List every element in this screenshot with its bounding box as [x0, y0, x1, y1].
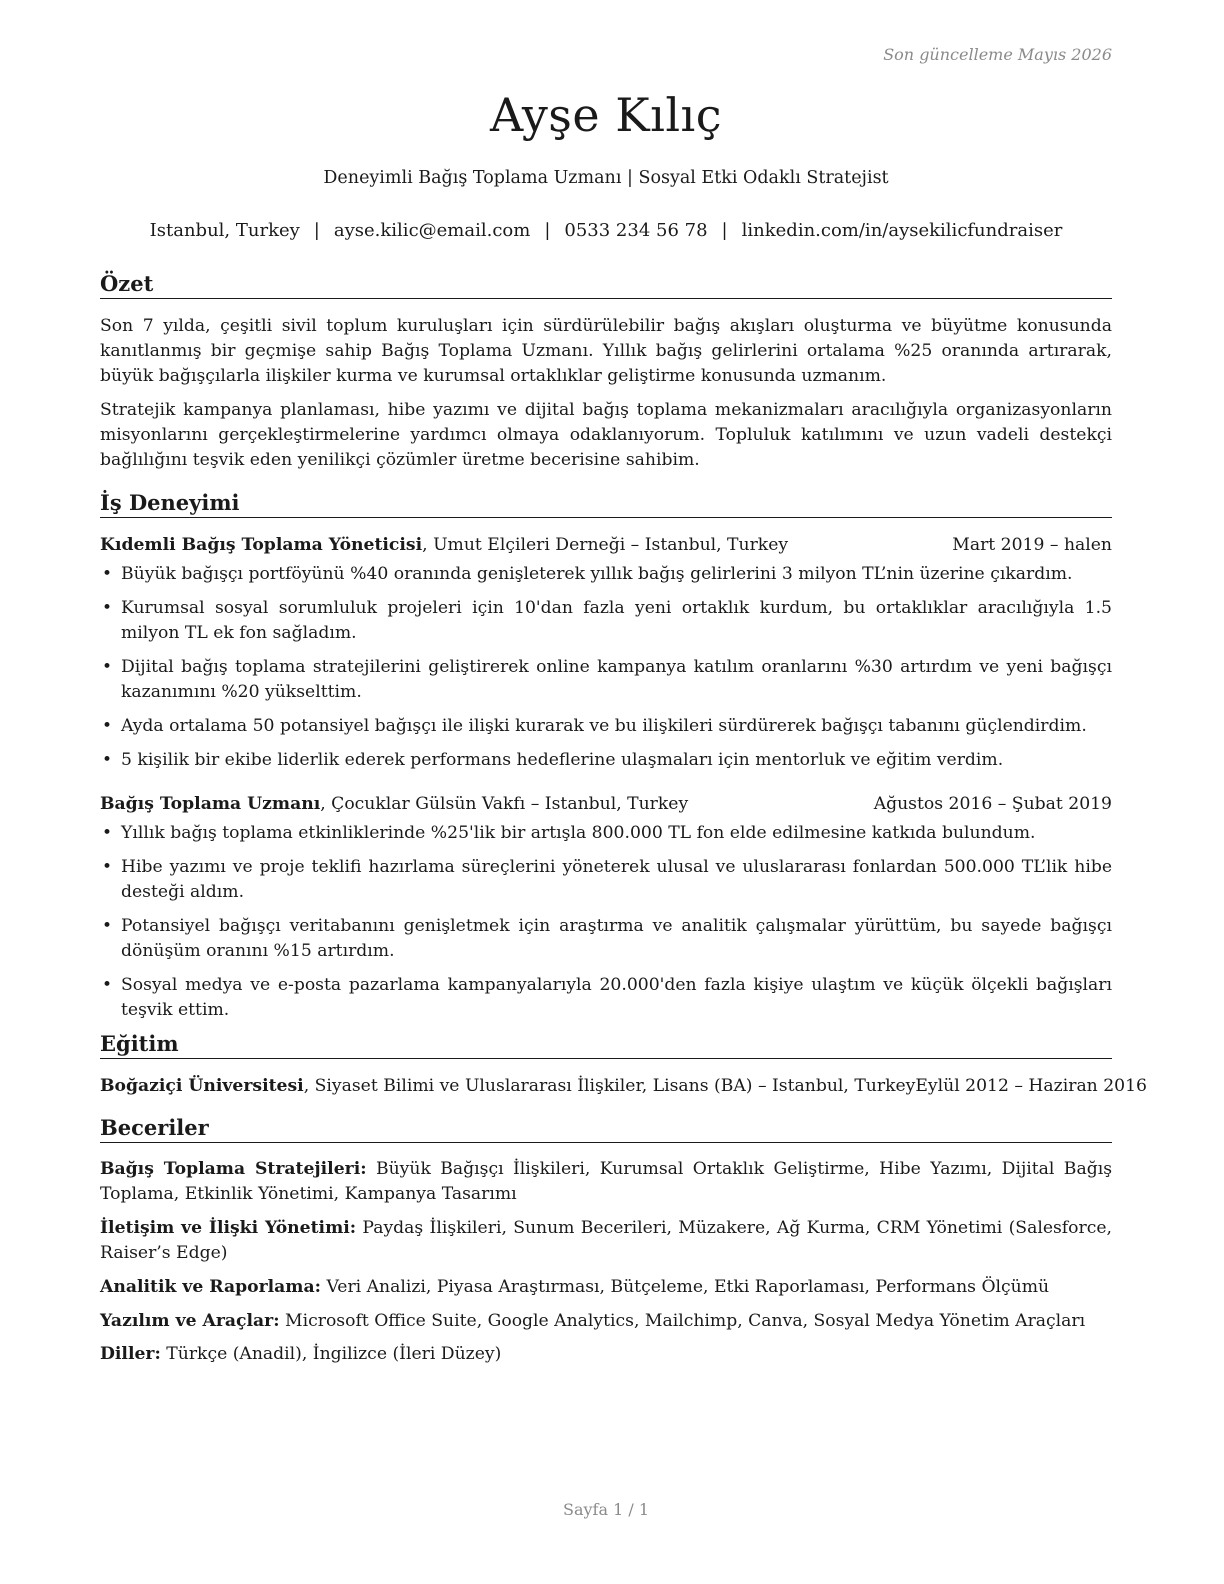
contact-separator: | [721, 220, 728, 241]
list-item: • Kurumsal sosyal sorumluluk projeleri için 10'dan fazla yeni ortaklık kurdum, bu ortaklıklar aracılığıyla 1.5 milyon TL ek fon sağladım. [100, 596, 1112, 646]
list-item: • Sosyal medya ve e-posta pazarlama kampanyalarıyla 20.000'den fazla kişiye ulaştım ve küçük ölçekli bağışları teşvik ettim. [100, 973, 1112, 1023]
skill-item [100, 1342, 1112, 1367]
education-dates: Eylül 2012 – Haziran 2016 [915, 1076, 1147, 1096]
skill-value: Büyük Bağışçı İlişkileri, Kurumsal Ortaklık Geliştirme, Hibe Yazımı, Dijital Bağış Toplama, Etkinlik Yönetimi, Kampanya Tasarımı [100, 1159, 1113, 1204]
skill-label: Yazılım ve Araçlar: [100, 1311, 280, 1331]
skill-label: Bağış Toplama Stratejileri: [100, 1159, 367, 1179]
skill-item [100, 1275, 1112, 1300]
list-item: • Hibe yazımı ve proje teklifi hazırlama süreçlerini yöneterek ulusal ve uluslararası fonlardan 500.000 TL’lik hibe desteği aldım. [100, 855, 1112, 905]
section-title-skills: Beceriler [100, 1115, 1112, 1143]
contact-location: Istanbul, Turkey [149, 220, 300, 241]
list-item: • Yıllık bağış toplama etkinliklerinde %25'lik bir artışla 800.000 TL fon elde edilmesine katkıda bulundum. [100, 821, 1112, 846]
education-line [100, 1074, 915, 1098]
contact-line [100, 220, 1112, 241]
job-org: , Umut Elçileri Derneği – Istanbul, Turkey [422, 535, 789, 555]
candidate-name: Ayşe Kılıç [489, 88, 723, 142]
section-title-experience: İş Deneyimi [100, 490, 1112, 518]
resume-page [100, 0, 1147, 1584]
summary-paragraph: Son 7 yılda, çeşitli sivil toplum kuruluşları için sürdürülebilir bağış akışları oluşturma ve büyütme konusunda kanıtlanmış bir geçmişe sahip Bağış Toplama Uzmanı. Yıllık bağış gelirlerini ortalama %25 oranında artırarak, büyük bağışçılarla ilişkiler kurma ve kurumsal ortaklıklar geliştirme konusunda uzmanım. [100, 316, 1112, 386]
skill-label: İletişim ve İlişki Yönetimi: [100, 1218, 357, 1238]
skill-value: Veri Analizi, Piyasa Araştırması, Bütçeleme, Etki Raporlaması, Performans Ölçümü [320, 1277, 1050, 1297]
job-title-line [100, 533, 788, 557]
section-title-summary: Özet [100, 271, 1112, 299]
job-header [100, 533, 1112, 557]
education-details: , Siyaset Bilimi ve Uluslararası İlişkiler, Lisans (BA) – Istanbul, Turkey [303, 1076, 916, 1096]
job-org: , Çocuklar Gülsün Vakfı – Istanbul, Turkey [320, 794, 689, 814]
last-updated: Son güncelleme Mayıs 2026 [883, 45, 1112, 64]
contact-separator: | [544, 220, 551, 241]
job-dates: Mart 2019 – halen [952, 535, 1112, 555]
contact-email[interactable]: ayse.kilic@email.com [333, 220, 531, 241]
contact-linkedin[interactable]: linkedin.com/in/aysekilicfundraiser [741, 220, 1063, 241]
job-title-line [100, 792, 688, 816]
job-bullets [100, 821, 1112, 1032]
skill-item [100, 1216, 1112, 1266]
education-school: Boğaziçi Üniversitesi [100, 1076, 304, 1096]
tagline: Deneyimli Bağış Toplama Uzmanı | Sosyal Etki Odaklı Stratejist [323, 168, 889, 188]
skill-item [100, 1309, 1112, 1334]
skill-label: Analitik ve Raporlama: [100, 1277, 321, 1297]
education-entry [100, 1074, 1147, 1098]
skill-value: Türkçe (Anadil), İngilizce (İleri Düzey) [160, 1344, 502, 1364]
list-item: • 5 kişilik bir ekibe liderlik ederek performans hedeflerine ulaşmaları için mentorluk ve eğitim verdim. [100, 748, 1112, 773]
page-number: Sayfa 1 / 1 [562, 1500, 649, 1519]
contact-phone: 0533 234 56 78 [564, 220, 708, 241]
list-item: • Dijital bağış toplama stratejilerini geliştirerek online kampanya katılım oranlarını %30 artırdım ve yeni bağışçı kazanımını %20 yükselttim. [100, 655, 1112, 705]
contact-separator: | [313, 220, 320, 241]
section-title-education: Eğitim [100, 1031, 1112, 1059]
summary-paragraph: Stratejik kampanya planlaması, hibe yazımı ve dijital bağış toplama mekanizmaları aracılığıyla organizasyonların misyonlarını gerçekleştirmelerine yardımcı olmaya odaklanıyorum. Topluluk katılımını ve uzun vadeli destekçi bağlılığını teşvik eden yenilikçi çözümler üretme becerisine sahibim. [100, 400, 1112, 470]
skill-item [100, 1157, 1112, 1207]
job-header [100, 792, 1112, 816]
job-dates: Ağustos 2016 – Şubat 2019 [873, 794, 1112, 814]
list-item: • Ayda ortalama 50 potansiyel bağışçı ile ilişki kurarak ve bu ilişkileri sürdürerek bağışçı tabanını güçlendirdim. [100, 714, 1112, 739]
skill-label: Diller: [100, 1344, 161, 1364]
job-role: Kıdemli Bağış Toplama Yöneticisi [100, 535, 423, 555]
list-item: • Büyük bağışçı portföyünü %40 oranında genişleterek yıllık bağış gelirlerini 3 milyon TL’nin üzerine çıkardım. [100, 562, 1112, 587]
skill-value: Microsoft Office Suite, Google Analytics, Mailchimp, Canva, Sosyal Medya Yönetim Araçları [279, 1311, 1086, 1331]
skill-value: Paydaş İlişkileri, Sunum Becerileri, Müzakere, Ağ Kurma, CRM Yönetimi (Salesforce, Raiser’s Edge) [100, 1218, 1112, 1263]
job-bullets [100, 562, 1112, 782]
list-item: • Potansiyel bağışçı veritabanını genişletmek için araştırma ve analitik çalışmalar yürüttüm, bu sayede bağışçı dönüşüm oranını %15 artırdım. [100, 914, 1112, 964]
job-role: Bağış Toplama Uzmanı [100, 794, 321, 814]
